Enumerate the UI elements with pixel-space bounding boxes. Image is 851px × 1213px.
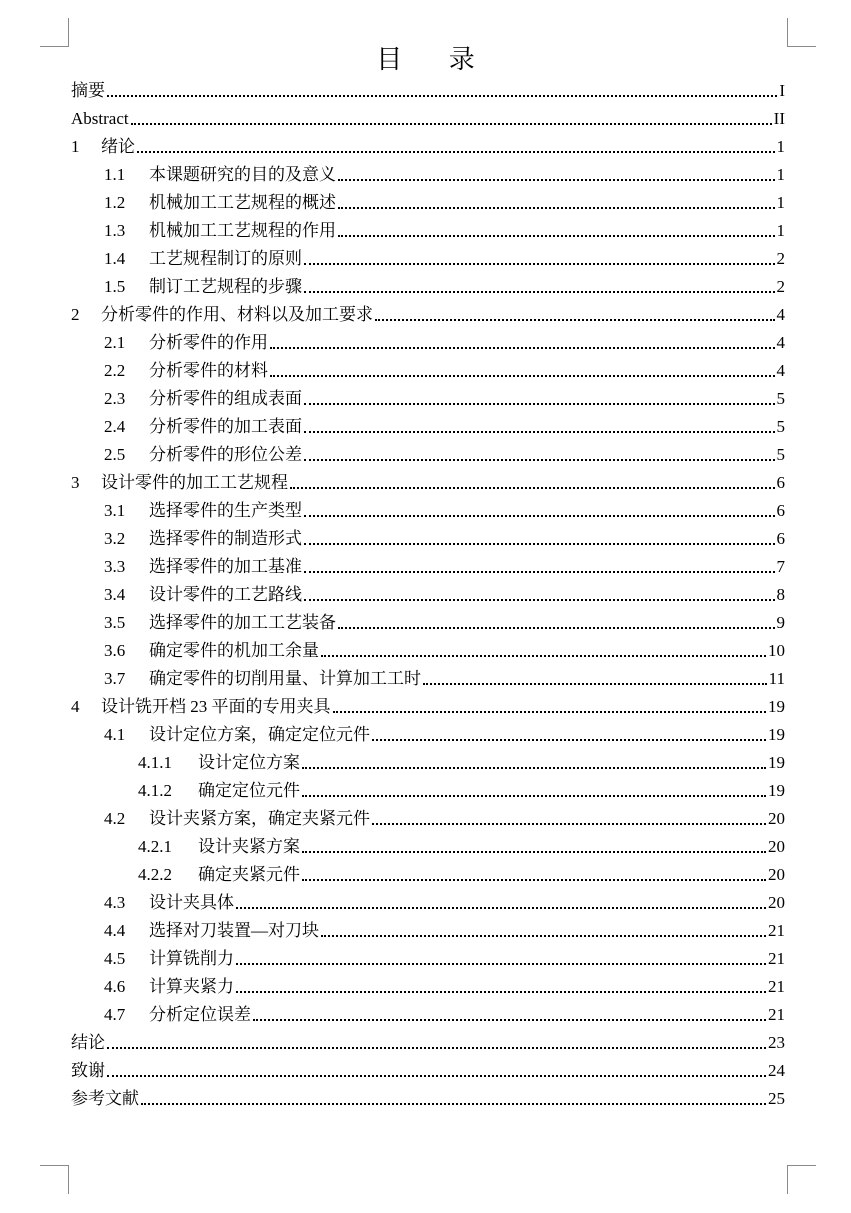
toc-entry-title: 分析零件的加工表面: [149, 417, 302, 436]
toc-entry-page: 4: [776, 305, 785, 324]
toc-dot-leader: [253, 1001, 766, 1029]
toc-dot-leader: [321, 637, 766, 665]
toc-entry[interactable]: [71, 441, 785, 469]
toc-entry-page: 2: [776, 249, 785, 268]
toc-entry-number: 3.6: [104, 641, 126, 660]
toc-entry[interactable]: [71, 749, 785, 777]
toc-entry-page: 21: [768, 1005, 785, 1024]
toc-entry-page: 11: [768, 669, 785, 688]
toc-entry[interactable]: [71, 105, 785, 133]
toc-entry-title: 选择零件的制造形式: [149, 529, 302, 548]
toc-entry[interactable]: [71, 189, 785, 217]
toc-entry[interactable]: [71, 945, 785, 973]
toc-entry-number: 4.2: [104, 809, 126, 828]
toc-entry-title: 参考文献: [71, 1089, 139, 1108]
toc-entry-number: 4.1.1: [138, 753, 172, 772]
toc-entry-page: 1: [776, 221, 785, 240]
toc-entry[interactable]: [71, 665, 785, 693]
toc-entry-number: 2.2: [104, 361, 126, 380]
toc-entry-title: 确定零件的切削用量、计算加工工时: [149, 669, 421, 688]
toc-dot-leader: [372, 805, 766, 833]
toc-dot-leader: [304, 553, 775, 581]
toc-entry[interactable]: [71, 273, 785, 301]
toc-entry-title: 绪论: [101, 137, 135, 156]
toc-entry[interactable]: [71, 469, 785, 497]
toc-entry-number: 4.1.2: [138, 781, 172, 800]
toc-entry-page: 21: [768, 921, 785, 940]
toc-entry-page: 10: [768, 641, 785, 660]
toc-entry-page: 4: [776, 333, 785, 352]
toc-entry-number: 4.4: [104, 921, 126, 940]
toc-dot-leader: [302, 749, 766, 777]
toc-entry-title: Abstract: [71, 109, 129, 128]
toc-entry-page: 21: [768, 977, 785, 996]
toc-entry[interactable]: [71, 385, 785, 413]
toc-entry[interactable]: [71, 217, 785, 245]
toc-entry-title: 结论: [71, 1033, 105, 1052]
toc-entry-page: 19: [768, 697, 785, 716]
toc-entry-number: 3: [71, 473, 80, 492]
toc-dot-leader: [236, 889, 766, 917]
toc-entry[interactable]: [71, 245, 785, 273]
toc-dot-leader: [423, 665, 767, 693]
toc-entry[interactable]: [71, 889, 785, 917]
toc-entry-title: 选择零件的加工基准: [149, 557, 302, 576]
toc-entry-number: 3.4: [104, 585, 126, 604]
toc-dot-leader: [338, 161, 775, 189]
toc-entry-title: 设计零件的加工工艺规程: [101, 473, 288, 492]
toc-entry-number: 3.5: [104, 613, 126, 632]
toc-entry-page: 6: [776, 473, 785, 492]
toc-entry[interactable]: [71, 133, 785, 161]
toc-entry-page: 23: [768, 1033, 785, 1052]
toc-dot-leader: [333, 693, 767, 721]
toc-entry-title: 选择零件的加工工艺装备: [149, 613, 336, 632]
toc-entry-page: I: [779, 81, 785, 100]
toc-dot-leader: [338, 217, 775, 245]
toc-entry[interactable]: [71, 301, 785, 329]
toc-dot-leader: [302, 861, 766, 889]
toc-entry-number: 1.3: [104, 221, 126, 240]
toc-entry[interactable]: [71, 1001, 785, 1029]
toc-entry[interactable]: [71, 917, 785, 945]
toc-entry-number: 2.1: [104, 333, 126, 352]
toc-entry-title: 分析零件的组成表面: [149, 389, 302, 408]
toc-title: 目 录: [376, 45, 495, 74]
toc-entry-number: 1: [71, 137, 80, 156]
toc-entry-number: 3.3: [104, 557, 126, 576]
toc-entry[interactable]: [71, 525, 785, 553]
toc-dot-leader: [270, 357, 775, 385]
toc-entry-title: 设计零件的工艺路线: [149, 585, 302, 604]
toc-entry-page: 20: [768, 837, 785, 856]
toc-dot-leader: [304, 245, 775, 273]
toc-entry[interactable]: [71, 77, 785, 105]
toc-entry-page: 19: [768, 753, 785, 772]
toc-entry-page: 20: [768, 865, 785, 884]
toc-dot-leader: [107, 1029, 766, 1057]
toc-entry-page: 8: [776, 585, 785, 604]
toc-entry-title: 分析定位误差: [149, 1005, 251, 1024]
toc-dot-leader: [321, 917, 766, 945]
toc-entry-number: 2.3: [104, 389, 126, 408]
toc-dot-leader: [304, 385, 775, 413]
toc-entry-page: 6: [776, 501, 785, 520]
toc-entry[interactable]: [71, 973, 785, 1001]
toc-entry-page: 21: [768, 949, 785, 968]
toc-entry-title: 分析零件的形位公差: [149, 445, 302, 464]
toc-entry-title: 工艺规程制订的原则: [149, 249, 302, 268]
toc-entry-title: 选择零件的生产类型: [149, 501, 302, 520]
toc-dot-leader: [131, 105, 772, 133]
toc-dot-leader: [372, 721, 766, 749]
toc-entry-title: 设计夹具体: [149, 893, 234, 912]
toc-entry-number: 4.1: [104, 725, 126, 744]
toc-entry-number: 1.4: [104, 249, 126, 268]
toc-entry[interactable]: [71, 1085, 785, 1113]
toc-entry-title: 摘要: [71, 81, 105, 100]
toc-entry[interactable]: [71, 329, 785, 357]
toc-entry[interactable]: [71, 413, 785, 441]
toc-entry-page: 25: [768, 1089, 785, 1108]
toc-list: [71, 77, 785, 1113]
toc-entry-number: 3.1: [104, 501, 126, 520]
toc-entry-number: 2.5: [104, 445, 126, 464]
toc-dot-leader: [302, 777, 766, 805]
toc-dot-leader: [302, 833, 766, 861]
toc-entry-title: 确定夹紧元件: [198, 865, 300, 884]
toc-entry-page: 19: [768, 725, 785, 744]
toc-entry-page: 1: [776, 137, 785, 156]
toc-entry-page: 19: [768, 781, 785, 800]
toc-entry-title: 设计夹紧方案，确定夹紧元件: [149, 809, 370, 828]
toc-dot-leader: [304, 581, 775, 609]
toc-entry-number: 3.7: [104, 669, 126, 688]
toc-entry-number: 4.2.1: [138, 837, 172, 856]
toc-entry-number: 4.6: [104, 977, 126, 996]
toc-dot-leader: [304, 497, 775, 525]
toc-entry-page: 1: [776, 165, 785, 184]
toc-entry-title: 设计定位方案: [198, 753, 300, 772]
toc-entry-title: 设计定位方案，确定定位元件: [149, 725, 370, 744]
toc-entry[interactable]: [71, 833, 785, 861]
toc-entry-number: 4: [71, 697, 80, 716]
toc-entry-number: 3.2: [104, 529, 126, 548]
toc-entry[interactable]: [71, 581, 785, 609]
toc-entry-page: II: [773, 109, 785, 128]
toc-entry-number: 4.7: [104, 1005, 126, 1024]
toc-dot-leader: [137, 133, 775, 161]
toc-entry-title: 计算夹紧力: [149, 977, 234, 996]
toc-dot-leader: [304, 273, 775, 301]
toc-entry-title: 确定零件的机加工余量: [149, 641, 319, 660]
toc-entry-page: 20: [768, 893, 785, 912]
toc-entry-page: 7: [776, 557, 785, 576]
toc-entry-number: 4.3: [104, 893, 126, 912]
toc-entry-page: 1: [776, 193, 785, 212]
toc-entry-number: 1.2: [104, 193, 126, 212]
toc-entry-title: 制订工艺规程的步骤: [149, 277, 302, 296]
corner-mark-bottom-left: [40, 1165, 69, 1194]
toc-dot-leader: [338, 189, 775, 217]
toc-dot-leader: [270, 329, 775, 357]
toc-entry-title: 计算铣削力: [149, 949, 234, 968]
toc-entry[interactable]: [71, 357, 785, 385]
toc-entry[interactable]: [71, 777, 785, 805]
toc-entry-title: 机械加工工艺规程的作用: [149, 221, 336, 240]
toc-entry[interactable]: [71, 609, 785, 637]
toc-dot-leader: [304, 441, 775, 469]
toc-entry[interactable]: [71, 1029, 785, 1057]
toc-dot-leader: [304, 413, 775, 441]
toc-entry-title: 机械加工工艺规程的概述: [149, 193, 336, 212]
toc-entry-number: 4.2.2: [138, 865, 172, 884]
toc-entry[interactable]: [71, 497, 785, 525]
toc-entry-number: 2: [71, 305, 80, 324]
toc-entry-title: 本课题研究的目的及意义: [149, 165, 336, 184]
toc-entry-number: 4.5: [104, 949, 126, 968]
toc-entry-number: 1.5: [104, 277, 126, 296]
corner-mark-bottom-right: [787, 1165, 816, 1194]
toc-entry-page: 20: [768, 809, 785, 828]
toc-entry-title: 分析零件的作用、材料以及加工要求: [101, 305, 373, 324]
toc-entry-title: 设计夹紧方案: [198, 837, 300, 856]
toc-entry-title: 设计铣开档 23 平面的专用夹具: [101, 697, 331, 716]
toc-entry-number: 1.1: [104, 165, 126, 184]
toc-entry-page: 9: [776, 613, 785, 632]
toc-entry-page: 6: [776, 529, 785, 548]
toc-entry-page: 4: [776, 361, 785, 380]
toc-entry-title: 选择对刀装置—对刀块: [149, 921, 319, 940]
toc-entry-title: 分析零件的材料: [149, 361, 268, 380]
toc-dot-leader: [107, 1057, 766, 1085]
toc-dot-leader: [304, 525, 775, 553]
toc-entry-page: 2: [776, 277, 785, 296]
toc-entry-page: 24: [768, 1061, 785, 1080]
toc-entry[interactable]: [71, 805, 785, 833]
toc-entry-title: 致谢: [71, 1061, 105, 1080]
toc-dot-leader: [236, 945, 766, 973]
toc-entry[interactable]: [71, 161, 785, 189]
toc-entry-number: 2.4: [104, 417, 126, 436]
toc-entry[interactable]: [71, 637, 785, 665]
toc-dot-leader: [107, 77, 777, 105]
toc-dot-leader: [338, 609, 775, 637]
toc-dot-leader: [236, 973, 766, 1001]
toc-entry-page: 5: [776, 389, 785, 408]
toc-entry-title: 分析零件的作用: [149, 333, 268, 352]
toc-entry[interactable]: [71, 861, 785, 889]
toc-dot-leader: [290, 469, 775, 497]
toc-entry[interactable]: [71, 1057, 785, 1085]
toc-dot-leader: [141, 1085, 766, 1113]
toc-entry[interactable]: [71, 553, 785, 581]
toc-dot-leader: [375, 301, 775, 329]
toc-entry[interactable]: [71, 721, 785, 749]
toc-entry-title: 确定定位元件: [198, 781, 300, 800]
toc-entry[interactable]: [71, 693, 785, 721]
toc-entry-page: 5: [776, 417, 785, 436]
toc-entry-page: 5: [776, 445, 785, 464]
